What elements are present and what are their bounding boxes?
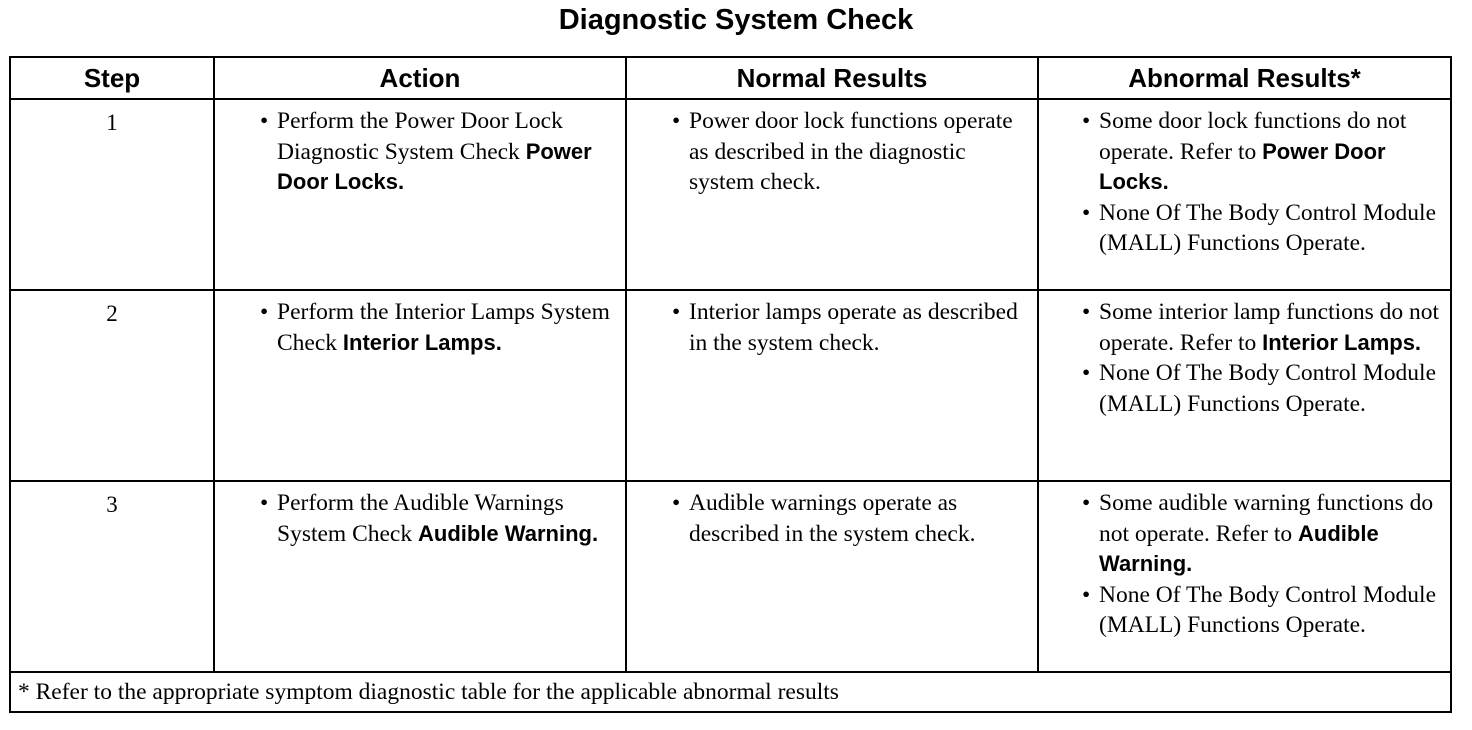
table-row (10, 290, 1451, 481)
action-reference: Interior Lamps. (342, 329, 502, 355)
normal-result-item: • Power door lock functions operate as described in the diagnostic system check. (672, 106, 1031, 198)
diagnostic-table (9, 56, 1452, 713)
action-cell (214, 290, 626, 481)
table-row (10, 481, 1451, 672)
header-row (10, 57, 1451, 99)
action-text: Perform the Power Door Lock Diagnostic System Check (277, 108, 563, 165)
step-cell (10, 481, 214, 672)
abnormal-results-cell (1038, 481, 1451, 672)
normal-result-item: • Audible warnings operate as described in the system check. (672, 488, 1031, 549)
step-number: 1 (106, 110, 118, 135)
action-item (260, 488, 619, 549)
action-item (260, 297, 619, 358)
action-reference: Power Door Locks. (277, 138, 592, 194)
page-title: Diagnostic System Check (558, 4, 914, 36)
abnormal-results-cell (1038, 290, 1451, 481)
action-text: Perform the Audible Warnings System Check (277, 490, 564, 547)
header-abnormal-results: Abnormal Results* (1038, 57, 1451, 99)
normal-results-cell (626, 290, 1038, 481)
footnote: * Refer to the appropriate symptom diagnostic table for the applicable abnormal results (10, 672, 1451, 712)
step-number: 2 (106, 301, 118, 326)
header-action: Action (214, 57, 626, 99)
normal-results-cell (626, 99, 1038, 290)
normal-results-cell (626, 481, 1038, 672)
footnote-row (10, 672, 1451, 712)
action-cell (214, 99, 626, 290)
action-reference: Audible Warning. (418, 520, 599, 546)
normal-result-item: • Interior lamps operate as described in the system check. (672, 297, 1031, 358)
abnormal-text: Some door lock functions do not operate. Refer to (1099, 108, 1407, 165)
action-cell (214, 481, 626, 672)
abnormal-result-item (1082, 106, 1444, 198)
action-text: Perform the Interior Lamps System Check (277, 299, 610, 356)
abnormal-text: Some interior lamp functions do not operate. Refer to (1099, 299, 1440, 356)
header-step: Step (10, 57, 214, 99)
header-normal-results: Normal Results (626, 57, 1038, 99)
table-row (10, 99, 1451, 290)
step-cell (10, 99, 214, 290)
abnormal-result-item: • None Of The Body Control Module (MALL) Functions Operate. (1082, 358, 1444, 419)
abnormal-text: Some audible warning functions do not operate. Refer to (1099, 490, 1434, 547)
abnormal-result-item: • None Of The Body Control Module (MALL) Functions Operate. (1082, 580, 1444, 641)
step-cell (10, 290, 214, 481)
abnormal-result-item (1082, 488, 1444, 580)
action-item (260, 106, 619, 198)
abnormal-result-item (1082, 297, 1444, 358)
step-number: 3 (106, 492, 118, 517)
abnormal-results-cell (1038, 99, 1451, 290)
abnormal-result-item: • None Of The Body Control Module (MALL) Functions Operate. (1082, 198, 1444, 259)
abnormal-reference: Audible Warning. (1099, 520, 1379, 576)
abnormal-reference: Interior Lamps. (1262, 329, 1422, 355)
abnormal-reference: Power Door Locks. (1099, 138, 1386, 194)
